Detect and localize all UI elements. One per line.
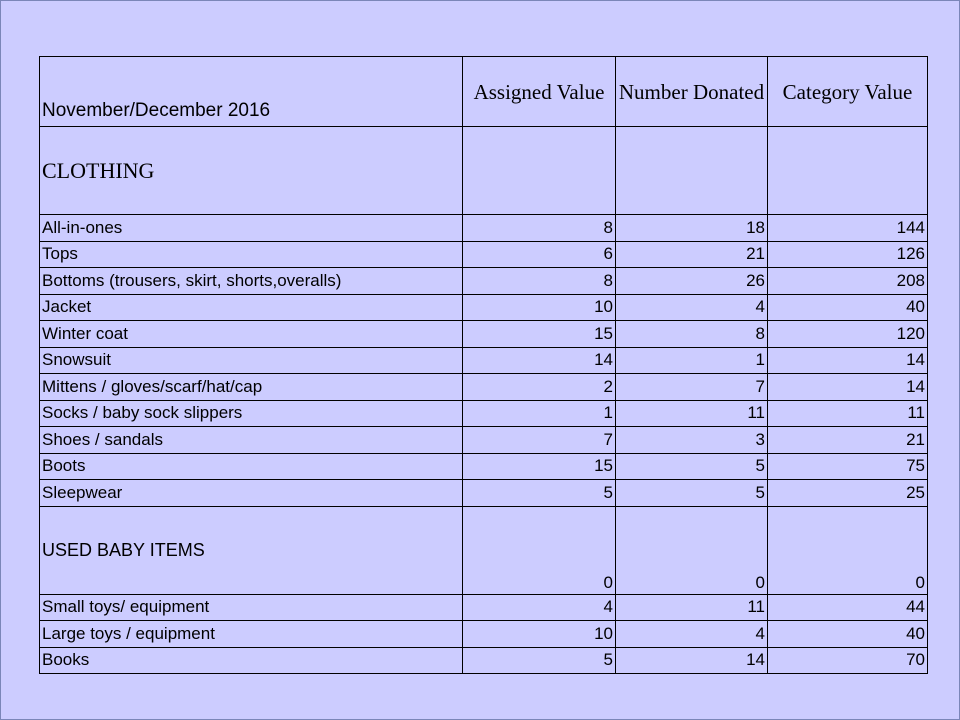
table-row <box>40 594 928 621</box>
category-value-header: Category Value <box>768 57 928 127</box>
number-donated: 18 <box>616 215 768 242</box>
number-donated: 4 <box>616 294 768 321</box>
category-value: 25 <box>768 480 928 507</box>
assigned-value: 8 <box>463 268 616 295</box>
assigned-value: 5 <box>463 480 616 507</box>
number-donated: 1 <box>616 347 768 374</box>
category-value: 11 <box>768 400 928 427</box>
number-donated: 5 <box>616 453 768 480</box>
assigned-value: 4 <box>463 594 616 621</box>
assigned-value: 15 <box>463 453 616 480</box>
category-value: 14 <box>768 374 928 401</box>
item-label: Snowsuit <box>40 347 463 374</box>
number-donated: 21 <box>616 241 768 268</box>
item-label: All-in-ones <box>40 215 463 242</box>
section-category: 0 <box>768 506 928 594</box>
category-value: 14 <box>768 347 928 374</box>
item-label: Large toys / equipment <box>40 621 463 648</box>
assigned-value: 8 <box>463 215 616 242</box>
item-label: Sleepwear <box>40 480 463 507</box>
item-label: Jacket <box>40 294 463 321</box>
assigned-value: 14 <box>463 347 616 374</box>
section-donated <box>616 127 768 215</box>
table-row <box>40 427 928 454</box>
section-assigned <box>463 127 616 215</box>
table-row <box>40 321 928 348</box>
section-row-used-baby-items <box>40 506 928 594</box>
number-donated: 11 <box>616 594 768 621</box>
table-row <box>40 621 928 648</box>
category-value: 75 <box>768 453 928 480</box>
item-label: Socks / baby sock slippers <box>40 400 463 427</box>
category-value: 208 <box>768 268 928 295</box>
assigned-value: 15 <box>463 321 616 348</box>
assigned-value: 1 <box>463 400 616 427</box>
item-label: Shoes / sandals <box>40 427 463 454</box>
item-label: Small toys/ equipment <box>40 594 463 621</box>
table-row <box>40 453 928 480</box>
number-donated: 3 <box>616 427 768 454</box>
table-row <box>40 294 928 321</box>
section-assigned: 0 <box>463 506 616 594</box>
donations-table <box>39 56 928 674</box>
item-label: Tops <box>40 241 463 268</box>
number-donated: 7 <box>616 374 768 401</box>
number-donated: 4 <box>616 621 768 648</box>
table-row <box>40 215 928 242</box>
table-row <box>40 268 928 295</box>
table-row <box>40 374 928 401</box>
assigned-value: 10 <box>463 621 616 648</box>
number-donated: 26 <box>616 268 768 295</box>
section-title: CLOTHING <box>40 127 463 215</box>
assigned-value: 10 <box>463 294 616 321</box>
number-donated: 14 <box>616 647 768 674</box>
category-value: 40 <box>768 294 928 321</box>
category-value: 21 <box>768 427 928 454</box>
assigned-value: 7 <box>463 427 616 454</box>
section-donated: 0 <box>616 506 768 594</box>
category-value: 40 <box>768 621 928 648</box>
table-row <box>40 241 928 268</box>
item-label: Boots <box>40 453 463 480</box>
header-row <box>40 57 928 127</box>
category-value: 120 <box>768 321 928 348</box>
section-category <box>768 127 928 215</box>
item-label: Winter coat <box>40 321 463 348</box>
category-value: 44 <box>768 594 928 621</box>
category-value: 126 <box>768 241 928 268</box>
item-label: Books <box>40 647 463 674</box>
table-row <box>40 347 928 374</box>
assigned-value: 2 <box>463 374 616 401</box>
number-donated-header: Number Donated <box>616 57 768 127</box>
assigned-value: 5 <box>463 647 616 674</box>
period-label: November/December 2016 <box>40 57 463 127</box>
table-row <box>40 647 928 674</box>
number-donated: 8 <box>616 321 768 348</box>
item-label: Bottoms (trousers, skirt, shorts,overalls) <box>40 268 463 295</box>
section-title: USED BABY ITEMS <box>40 506 463 594</box>
number-donated: 5 <box>616 480 768 507</box>
assigned-value-header: Assigned Value <box>463 57 616 127</box>
item-label: Mittens / gloves/scarf/hat/cap <box>40 374 463 401</box>
category-value: 144 <box>768 215 928 242</box>
section-row-clothing <box>40 127 928 215</box>
assigned-value: 6 <box>463 241 616 268</box>
table-row <box>40 400 928 427</box>
category-value: 70 <box>768 647 928 674</box>
number-donated: 11 <box>616 400 768 427</box>
table-row <box>40 480 928 507</box>
